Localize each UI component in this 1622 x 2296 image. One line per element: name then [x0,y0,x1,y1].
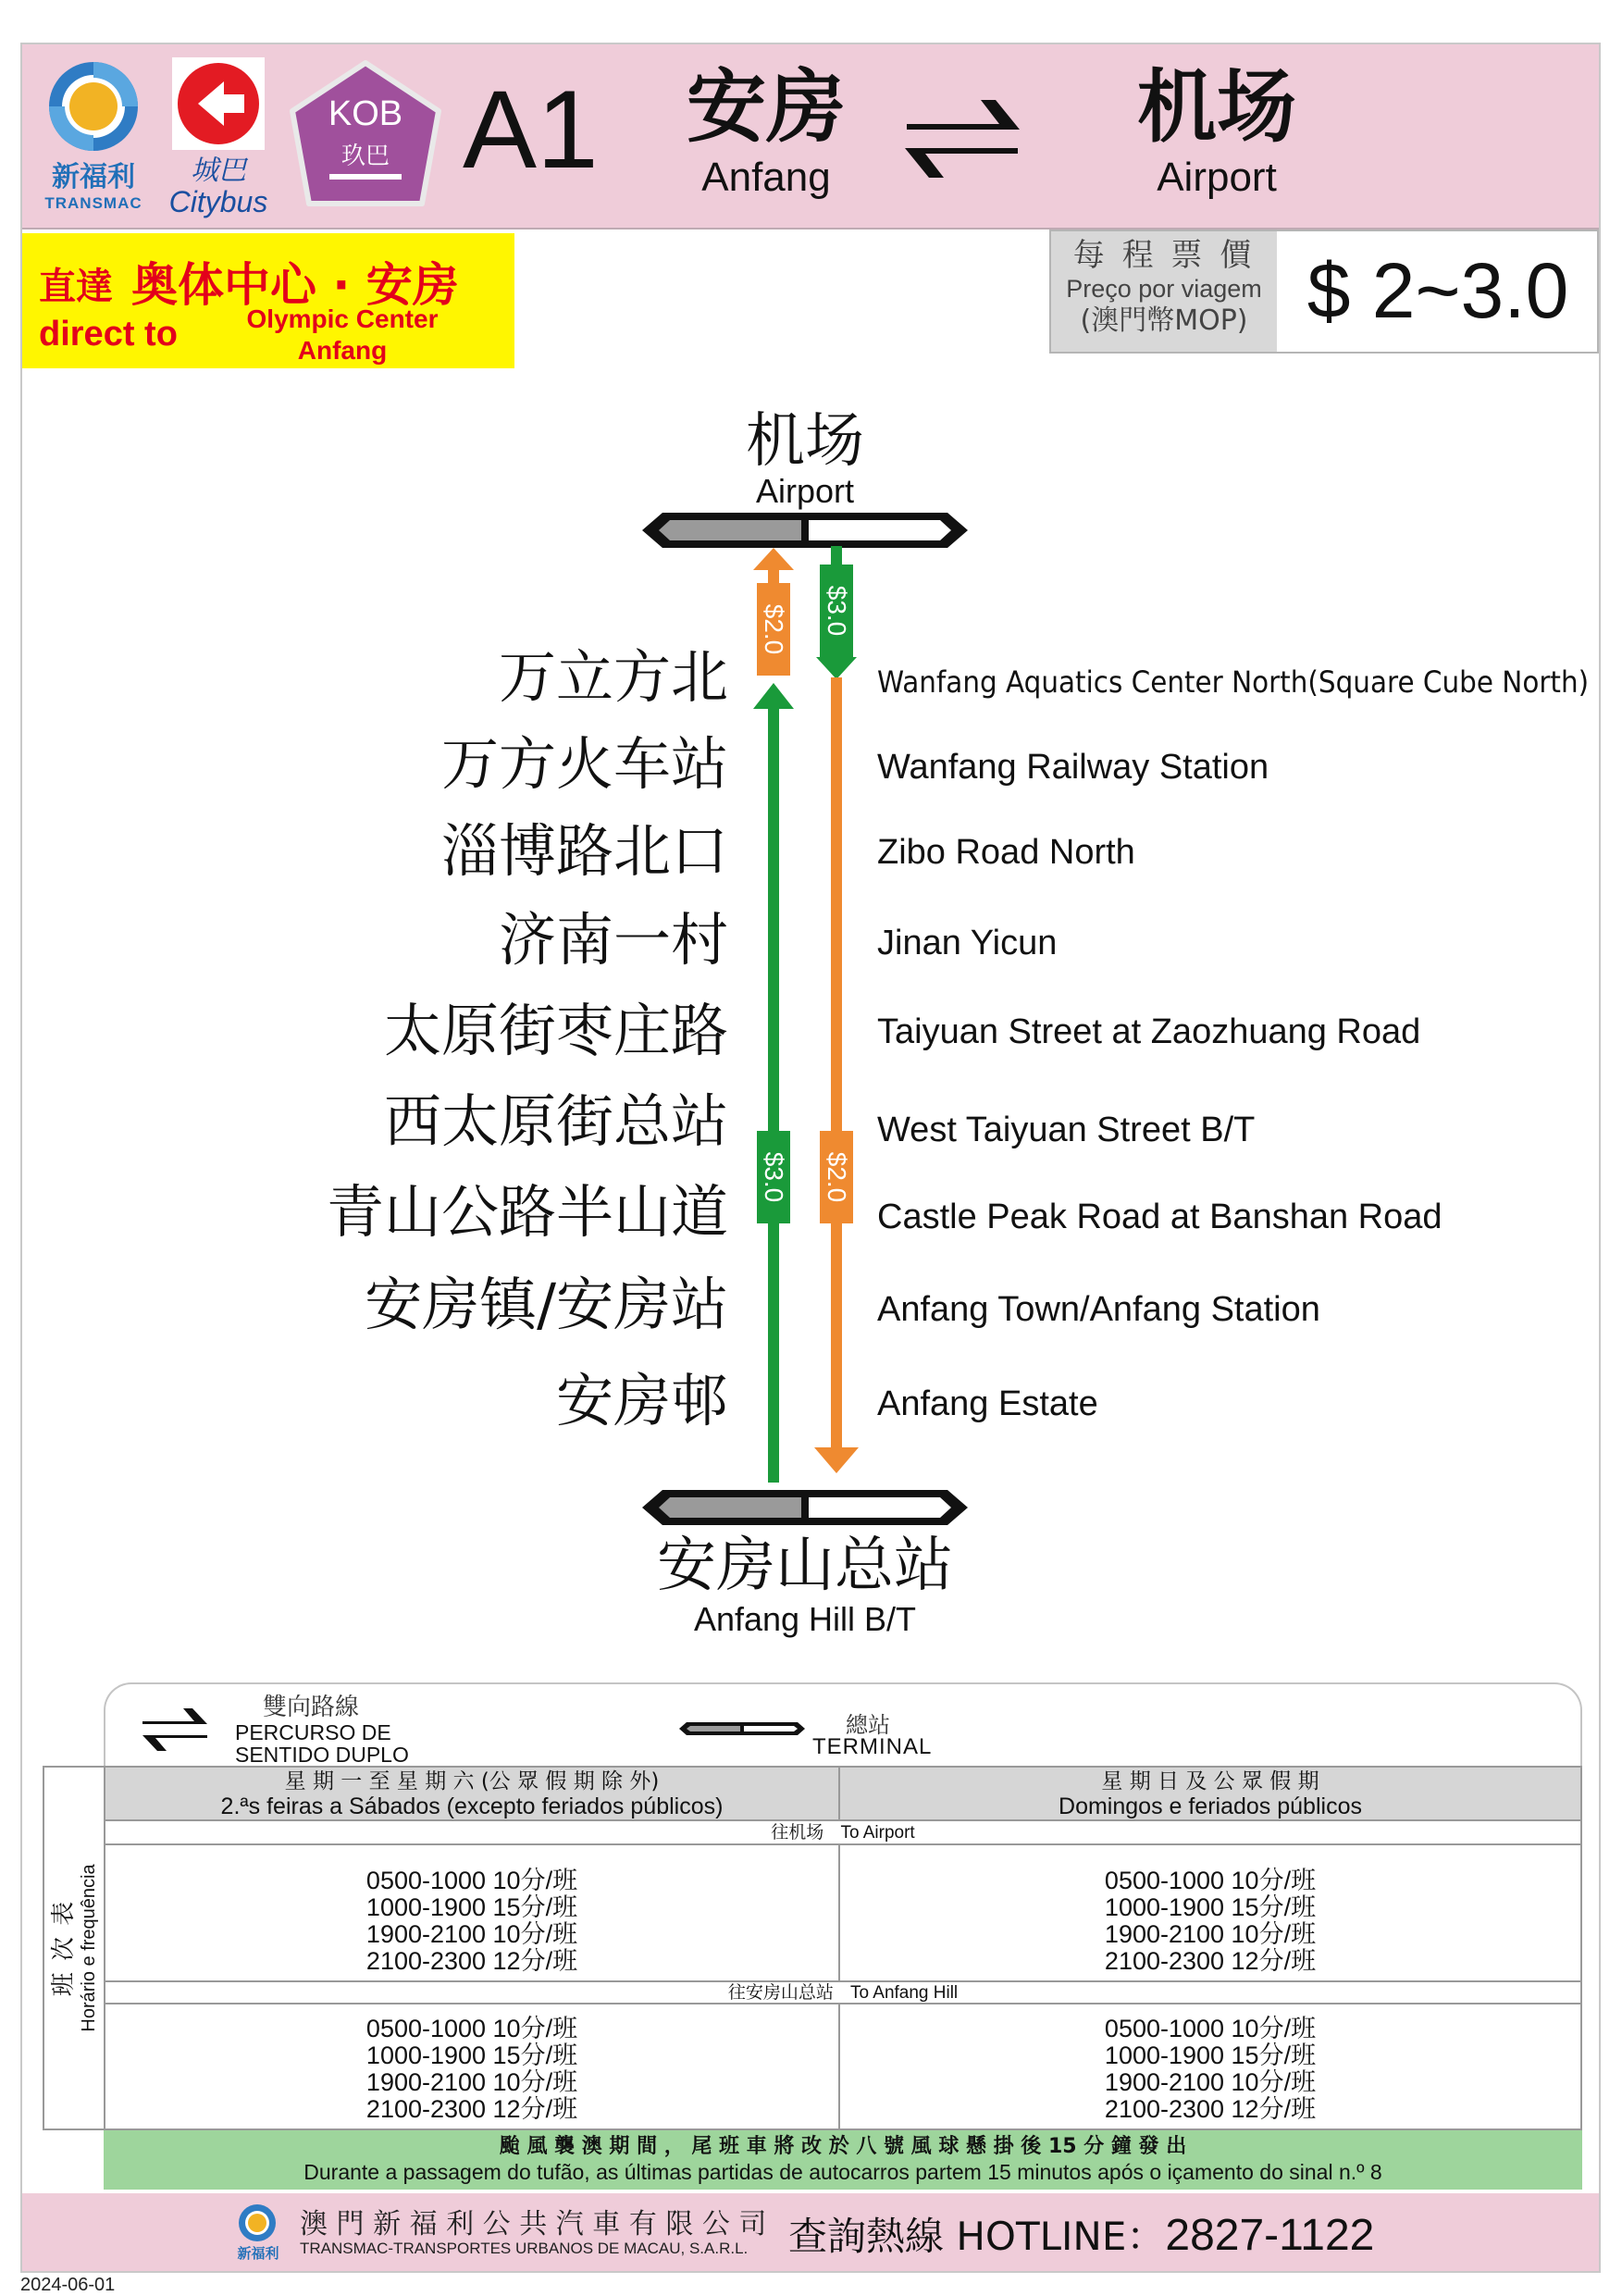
route-lines [731,546,879,1499]
stop-zh-9: 安房邨 [555,1367,728,1434]
timetable-side-pt: Horário e frequência [79,1864,99,2032]
fare-label-currency: (澳門幣MOP) [1080,304,1248,337]
citybus-logo-en: Citybus [168,185,268,218]
airport-holiday-time-3: 1900-2100 10分/班 [1104,1920,1317,1948]
footer-bar [22,2193,1599,2271]
timetable [43,1766,1582,2130]
kob-badge [283,56,448,213]
fare-tag-upper-down [820,565,853,657]
anfang-weekday-time-1: 0500-1000 10分/班 [365,2015,578,2042]
transmac-emblem-icon [43,56,144,157]
kob-pentagon-icon [283,56,448,213]
direction-airport-zh: 往机场 [771,1822,824,1843]
timetable-side-label [44,1768,105,2128]
bottom-terminal-zh: 安房山总站 [657,1532,953,1600]
airport-weekday-time-1: 0500-1000 10分/班 [365,1867,578,1894]
legend [104,1682,1582,1768]
bottom-terminal-label [611,1531,999,1638]
timetable-side-zh: 班 次 表 [50,1899,78,1997]
fare-value: $ 2~3.0 [1306,247,1569,334]
fare-tag-upper-up-text: $2.0 [760,603,788,655]
stop-en-3: Zibo Road North [877,833,1135,872]
top-terminal-label [703,409,907,509]
direction-row-airport [105,1821,1580,1845]
top-terminal-en: Airport [755,472,855,510]
typhoon-notice [104,2130,1582,2190]
legend-terminal-icon [677,1719,807,1738]
fare-tag-lower-up [757,1131,790,1223]
stop-en-8: Anfang Town/Anfang Station [877,1290,1320,1329]
footer-transmac-icon [237,2203,278,2243]
anfang-weekday-times [105,2004,840,2128]
footer-company-pt: TRANSMAC-TRANSPORTES URBANOS DE MACAU, S.A.R.L. [300,2240,749,2257]
fare-tag-upper-down-text: $3.0 [823,585,851,637]
origin-block [674,61,859,202]
holiday-header-pt: Domingos e feriados públicos [1059,1793,1362,1819]
direction-anfang-en: To Anfang Hill [849,1983,959,2003]
upper-green-arrow-icon [816,657,857,679]
legend-terminal-en: TERMINAL [812,1734,933,1759]
stop-zh-3: 淄博路北口 [440,817,728,885]
direction-anfang-zh: 往安房山总站 [727,1982,834,2003]
stop-en-1: Wanfang Aquatics Center North(Square Cube North) [877,664,1590,700]
destination-block [1120,61,1314,202]
destination-en: Airport [1157,155,1277,200]
stop-en-4: Jinan Yicun [877,924,1058,962]
stop-en-9: Anfang Estate [877,1384,1098,1423]
direct-label-en: direct to [39,315,178,354]
legend-two-way-pt-1: PERCURSO DE [235,1720,391,1744]
fare-tag-lower-down-text: $2.0 [823,1151,851,1203]
direct-dest-zh: 奥体中心 · 安房 [131,258,459,312]
stop-en-7: Castle Peak Road at Banshan Road [877,1198,1442,1236]
citybus-emblem-icon [170,56,266,152]
direct-dest-en-line1: Olympic Center [246,304,439,333]
route-number: A1 [463,68,599,192]
anfang-holiday-time-3: 1900-2100 10分/班 [1104,2068,1317,2096]
legend-two-way-pt-2: SENTIDO DUPLO [235,1743,409,1767]
footer-logo-zh: 新福利 [237,2245,279,2262]
direction-row-anfang [105,1980,1580,2004]
anfang-weekday-time-4: 2100-2300 12分/班 [365,2095,578,2123]
airport-weekday-time-2: 1000-1900 15分/班 [365,1893,578,1921]
stop-zh-6: 西太原街总站 [383,1087,728,1155]
airport-weekday-times [105,1845,840,1980]
stop-zh-5: 太原街枣庄路 [383,997,728,1064]
direct-dest-en [213,304,472,366]
long-green-arrow-icon [753,683,794,709]
weekday-header [105,1768,840,1821]
direct-to-banner [22,233,514,368]
transmac-logo-zh: 新福利 [52,161,135,193]
long-orange-line [831,677,842,1453]
anfang-weekday-time-3: 1900-2100 10分/班 [365,2068,578,2096]
legend-two-way-icon [139,1703,211,1756]
stop-zh-4: 济南一村 [498,906,728,974]
direct-dest-en-line2: Anfang [297,336,388,365]
airport-weekday-time-3: 1900-2100 10分/班 [365,1920,578,1948]
legend-two-way-pt [235,1721,409,1766]
hotline-number: 2827-1122 [1165,2211,1375,2260]
long-green-line [768,705,779,1483]
top-terminal-zh: 机场 [746,407,864,476]
airport-weekday-time-4: 2100-2300 12分/班 [365,1947,578,1975]
holiday-header-zh: 星 期 日 及 公 眾 假 期 [1101,1769,1319,1793]
hotline [788,2206,1374,2262]
stop-zh-2: 万方火车站 [440,730,728,798]
stop-en-6: West Taiyuan Street B/T [877,1111,1256,1149]
airport-holiday-times [840,1845,1580,1980]
stop-en-5: Taiyuan Street at Zaozhuang Road [877,1012,1421,1051]
anfang-holiday-time-4: 2100-2300 12分/班 [1104,2095,1317,2123]
stop-zh-8: 安房镇/安房站 [365,1271,728,1338]
fare-box [1049,230,1599,354]
kob-label-zh: 玖巴 [340,143,390,170]
transmac-logo [33,54,154,220]
bottom-terminal-en: Anfang Hill B/T [693,1600,917,1638]
fare-tag-lower-down [820,1131,853,1223]
origin-en: Anfang [701,155,831,200]
weekday-header-zh: 星 期 一 至 星 期 六 (公 眾 假 期 除 外) [284,1769,660,1793]
direction-airport-en: To Airport [840,1823,915,1843]
footer-company-zh: 澳 門 新 福 利 公 共 汽 車 有 限 公 司 [300,2208,767,2240]
bottom-terminal-bar-icon [638,1484,972,1531]
hotline-label: 查詢熱線 HOTLINE： [788,2214,1166,2259]
airport-holiday-time-4: 2100-2300 12分/班 [1104,1947,1317,1975]
kob-label-en: KOB [328,94,403,133]
legend-terminal-zh: 總站 [846,1712,890,1738]
fare-tag-upper-up [757,583,790,676]
typhoon-notice-zh: 颱 風 襲 澳 期 間 ， 尾 班 車 將 改 於 八 號 風 球 懸 掛 後 15 分 鐘 發 出 [499,2135,1187,2158]
direct-label-zh: 直達 [39,266,113,308]
citybus-logo [168,56,268,222]
timetable-side-text [50,1864,100,2031]
citybus-logo-zh: 城巴 [191,155,246,187]
fare-label [1051,231,1277,352]
anfang-holiday-time-2: 1000-1900 15分/班 [1104,2042,1317,2069]
anfang-weekday-time-2: 1000-1900 15分/班 [365,2042,578,2069]
stop-zh-7: 青山公路半山道 [326,1178,728,1246]
stop-zh-1: 万立方北 [498,643,728,711]
airport-holiday-time-1: 0500-1000 10分/班 [1104,1867,1317,1894]
legend-two-way-zh: 雙向路線 [263,1694,360,1721]
weekday-header-pt: 2.ªs feiras a Sábados (excepto feriados públicos) [220,1793,724,1819]
fare-label-pt: Preço por viagem [1066,275,1262,303]
anfang-holiday-times [840,2004,1580,2128]
two-way-arrows-icon [898,89,1027,191]
holiday-header [840,1768,1580,1821]
typhoon-notice-pt: Durante a passagem do tufão, as últimas partidas de autocarros partem 15 minutos após o içamento do sinal n.º 8 [303,2160,1382,2184]
stop-en-2: Wanfang Railway Station [877,748,1269,787]
airport-holiday-time-2: 1000-1900 15分/班 [1104,1893,1317,1921]
long-orange-arrow-icon [814,1447,859,1473]
destination-zh: 机场 [1137,61,1296,154]
anfang-holiday-time-1: 0500-1000 10分/班 [1104,2015,1317,2042]
fare-label-zh: 每 程 票 價 [1072,237,1256,274]
transmac-logo-en: TRANSMAC [44,194,142,212]
origin-zh: 安房 [687,61,846,154]
print-date: 2024-06-01 [20,2275,116,2295]
fare-tag-lower-up-text: $3.0 [760,1151,788,1203]
upper-orange-arrow-icon [753,548,794,570]
